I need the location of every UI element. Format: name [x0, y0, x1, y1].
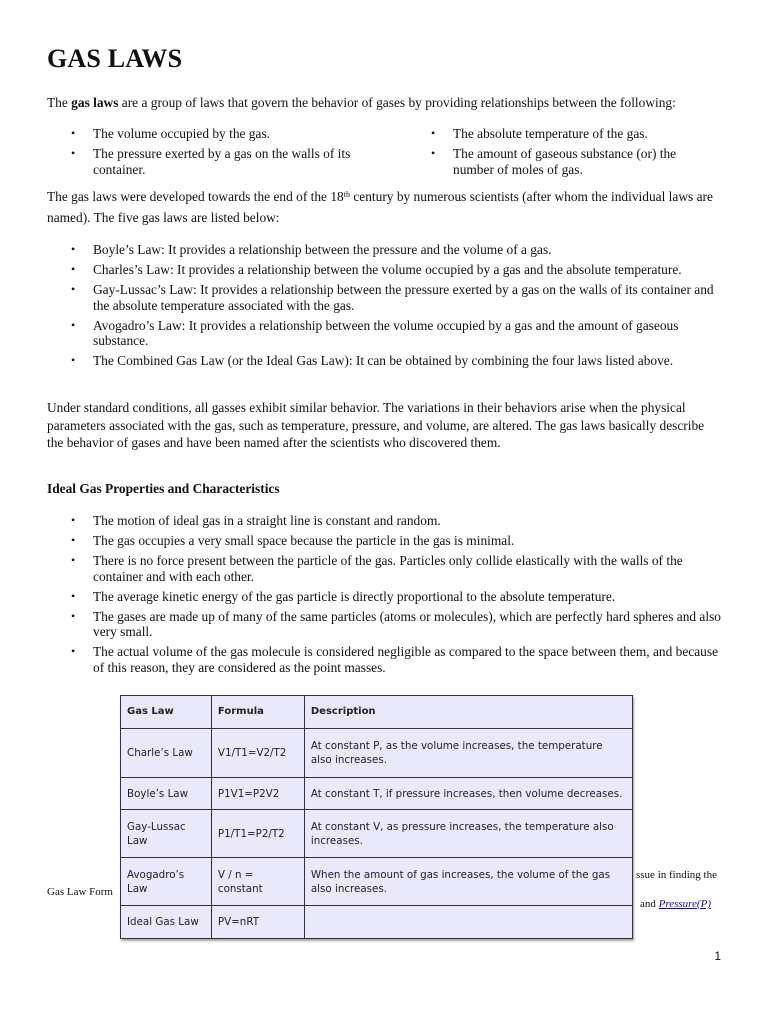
list-item: • The pressure exerted by a gas on the walls of its container. [47, 146, 362, 177]
obscured-left-fragment: Gas Law Form [47, 886, 113, 898]
list-item: • There is no force present between the particle of the gas. Particles only collide elastically with the walls of the container and with each other. [47, 553, 727, 584]
list-item: • The actual volume of the gas molecule is considered negligible as compared to the space between them, and because of this reason, they are considered as the point masses. [47, 644, 727, 675]
obscured-right-fragment-1: ssue in finding the [636, 869, 717, 881]
table-cell: PV=nRT [211, 906, 304, 939]
table-cell [304, 906, 632, 939]
page-title: GAS LAWS [47, 44, 183, 73]
table-header-cell: Gas Law [121, 696, 212, 729]
intro-bold-term: gas laws [71, 95, 119, 110]
table-row [121, 778, 633, 810]
table-cell: V1/T1=V2/T2 [211, 729, 304, 778]
table-row [121, 729, 633, 778]
developed-sup: th [343, 190, 350, 199]
table-cell: At constant V, as pressure increases, the temperature also increases. [304, 810, 632, 858]
table-header-row [121, 696, 633, 729]
list-item: • Gay-Lussac’s Law: It provides a relationship between the pressure exerted by a gas on the walls of its container and the absolute temperature associated with the gas. [47, 282, 727, 313]
table-row [121, 810, 633, 858]
list-item: • The amount of gaseous substance (or) the number of moles of gas. [407, 146, 707, 177]
developed-post: century by numerous scientists (after whom the individual laws are named). The five gas laws are listed below: [47, 189, 713, 225]
list-item: • Avogadro’s Law: It provides a relationship between the volume occupied by a gas and the amount of gaseous substance. [47, 318, 727, 349]
table-header-cell: Description [304, 696, 632, 729]
intro-post: are a group of laws that govern the behavior of gases by providing relationships between the following: [118, 95, 676, 110]
gas-laws-table [120, 695, 633, 939]
relations-list-right [407, 126, 707, 182]
table-row [121, 906, 633, 939]
obscured-and-text: and [640, 898, 656, 910]
ideal-gas-heading: Ideal Gas Properties and Characteristics [47, 481, 280, 496]
list-item: • The gas occupies a very small space because the particle in the gas is minimal. [47, 533, 727, 549]
ideal-props-list [47, 513, 727, 680]
list-item: • The volume occupied by the gas. [47, 126, 362, 142]
table-cell: Avogadro’s Law [121, 858, 212, 906]
relations-list-left [47, 126, 362, 182]
intro-paragraph [47, 94, 676, 112]
list-item: • Boyle’s Law: It provides a relationship between the pressure and the volume of a gas. [47, 242, 727, 258]
table-cell: Ideal Gas Law [121, 906, 212, 939]
list-item: • The absolute temperature of the gas. [407, 126, 707, 142]
obscured-right-fragment-2 [640, 898, 711, 910]
list-item: • The average kinetic energy of the gas particle is directly proportional to the absolute temperature. [47, 589, 727, 605]
intro-pre: The [47, 95, 72, 110]
table-header-cell: Formula [211, 696, 304, 729]
table-cell: P1/T1=P2/T2 [211, 810, 304, 858]
list-item: • The motion of ideal gas in a straight line is constant and random. [47, 513, 727, 529]
table-cell: Boyle’s Law [121, 778, 212, 810]
table-cell: At constant T, if pressure increases, then volume decreases. [304, 778, 632, 810]
table-cell: P1V1=P2V2 [211, 778, 304, 810]
page-number: 1 [714, 949, 721, 963]
table-cell: Charle’s Law [121, 729, 212, 778]
standard-conditions-paragraph: Under standard conditions, all gasses exhibit similar behavior. The variations in their behaviors arise when the physical parameters associated with the gas, such as temperature, pressure, and volume, are altered. The gas laws basically describe the behavior of gases and have been named after the scientists who discovered them. [47, 400, 705, 450]
pressure-link[interactable]: Pressure(P) [658, 898, 711, 910]
developed-pre: The gas laws were developed towards the end of the 18 [47, 189, 344, 204]
list-item: • The Combined Gas Law (or the Ideal Gas Law): It can be obtained by combining the four laws listed above. [47, 353, 727, 369]
table-cell: When the amount of gas increases, the volume of the gas also increases. [304, 858, 632, 906]
table-cell: At constant P, as the volume increases, the temperature also increases. [304, 729, 632, 778]
developed-paragraph [47, 186, 722, 228]
list-item: • Charles’s Law: It provides a relationship between the volume occupied by a gas and the absolute temperature. [47, 262, 727, 278]
table-cell: Gay-Lussac Law [121, 810, 212, 858]
five-laws-list [47, 242, 727, 373]
table-row [121, 858, 633, 906]
list-item: • The gases are made up of many of the same particles (atoms or molecules), which are perfectly hard spheres and also very small. [47, 609, 727, 640]
table-cell: V / n = constant [211, 858, 304, 906]
